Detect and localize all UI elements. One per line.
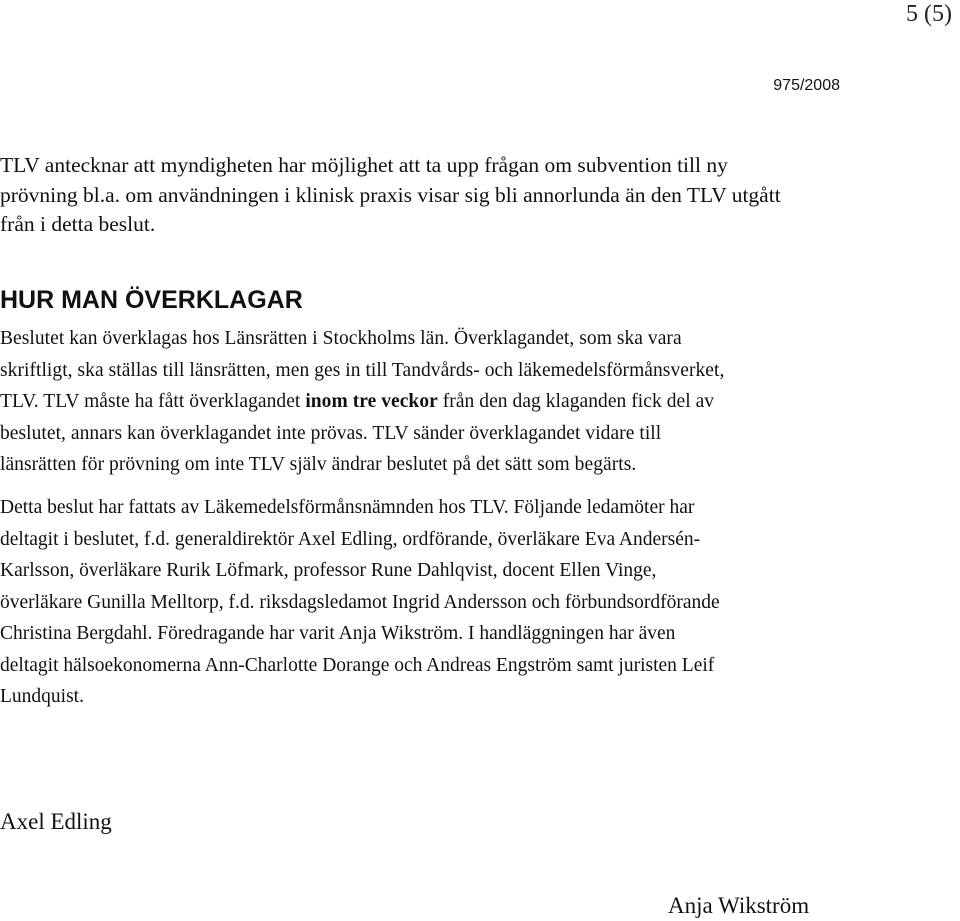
page-number: 5 (5) xyxy=(906,1,952,27)
appeal-line: Beslutet kan överklagas hos Länsrätten i Stockholms län. Överklagandet, som ska vara xyxy=(0,328,682,349)
appeal-section-heading: HUR MAN ÖVERKLAGAR xyxy=(0,286,303,314)
appeal-text: från den dag klaganden fick del av xyxy=(437,391,715,412)
appeal-line: länsrätten för prövning om inte TLV själv ändrar beslutet på det sätt som begärts. xyxy=(0,454,637,475)
appeal-paragraph xyxy=(0,323,920,481)
decision-line: Lundquist. xyxy=(0,686,84,707)
appeal-line: beslutet, annars kan överklagandet inte prövas. TLV sänder överklagandet vidare till xyxy=(0,422,662,444)
signature-chair: Axel Edling xyxy=(0,809,112,834)
intro-paragraph xyxy=(0,151,950,240)
appeal-deadline-emphasis: inom tre veckor xyxy=(305,391,438,412)
appeal-line xyxy=(0,391,714,412)
intro-line: prövning bl.a. om användningen i klinisk praxis visar sig bli annorlunda än den TLV utgått xyxy=(0,182,781,207)
decision-line: Detta beslut har fattats av Läkemedelsförmånsnämnden hos TLV. Följande ledamöter har xyxy=(0,497,695,518)
decision-line: Christina Bergdahl. Föredragande har varit Anja Wikström. I handläggningen har även xyxy=(0,623,676,644)
decision-line: deltagit i beslutet, f.d. generaldirektör Axel Edling, ordförande, överläkare Eva Andersén- xyxy=(0,528,701,550)
decision-paragraph xyxy=(0,492,920,713)
appeal-text: TLV. TLV måste ha fått överklagandet xyxy=(0,391,306,412)
intro-line: från i detta beslut. xyxy=(0,212,156,236)
signature-rapporteur: Anja Wikström xyxy=(668,893,810,918)
decision-line: överläkare Gunilla Melltorp, f.d. riksdagsledamot Ingrid Andersson och förbundsordförande xyxy=(0,591,720,613)
decision-line: Karlsson, överläkare Rurik Löfmark, professor Rune Dahlqvist, docent Ellen Vinge, xyxy=(0,560,657,581)
document-reference-number: 975/2008 xyxy=(773,77,840,94)
intro-line: TLV antecknar att myndigheten har möjlighet att ta upp frågan om subvention till ny xyxy=(0,153,728,177)
appeal-line: skriftligt, ska ställas till länsrätten, men ges in till Tandvårds- och läkemedelsförmånsverket, xyxy=(0,359,725,381)
decision-line: deltagit hälsoekonomerna Ann-Charlotte Dorange och Andreas Engström samt juristen Leif xyxy=(0,654,715,676)
